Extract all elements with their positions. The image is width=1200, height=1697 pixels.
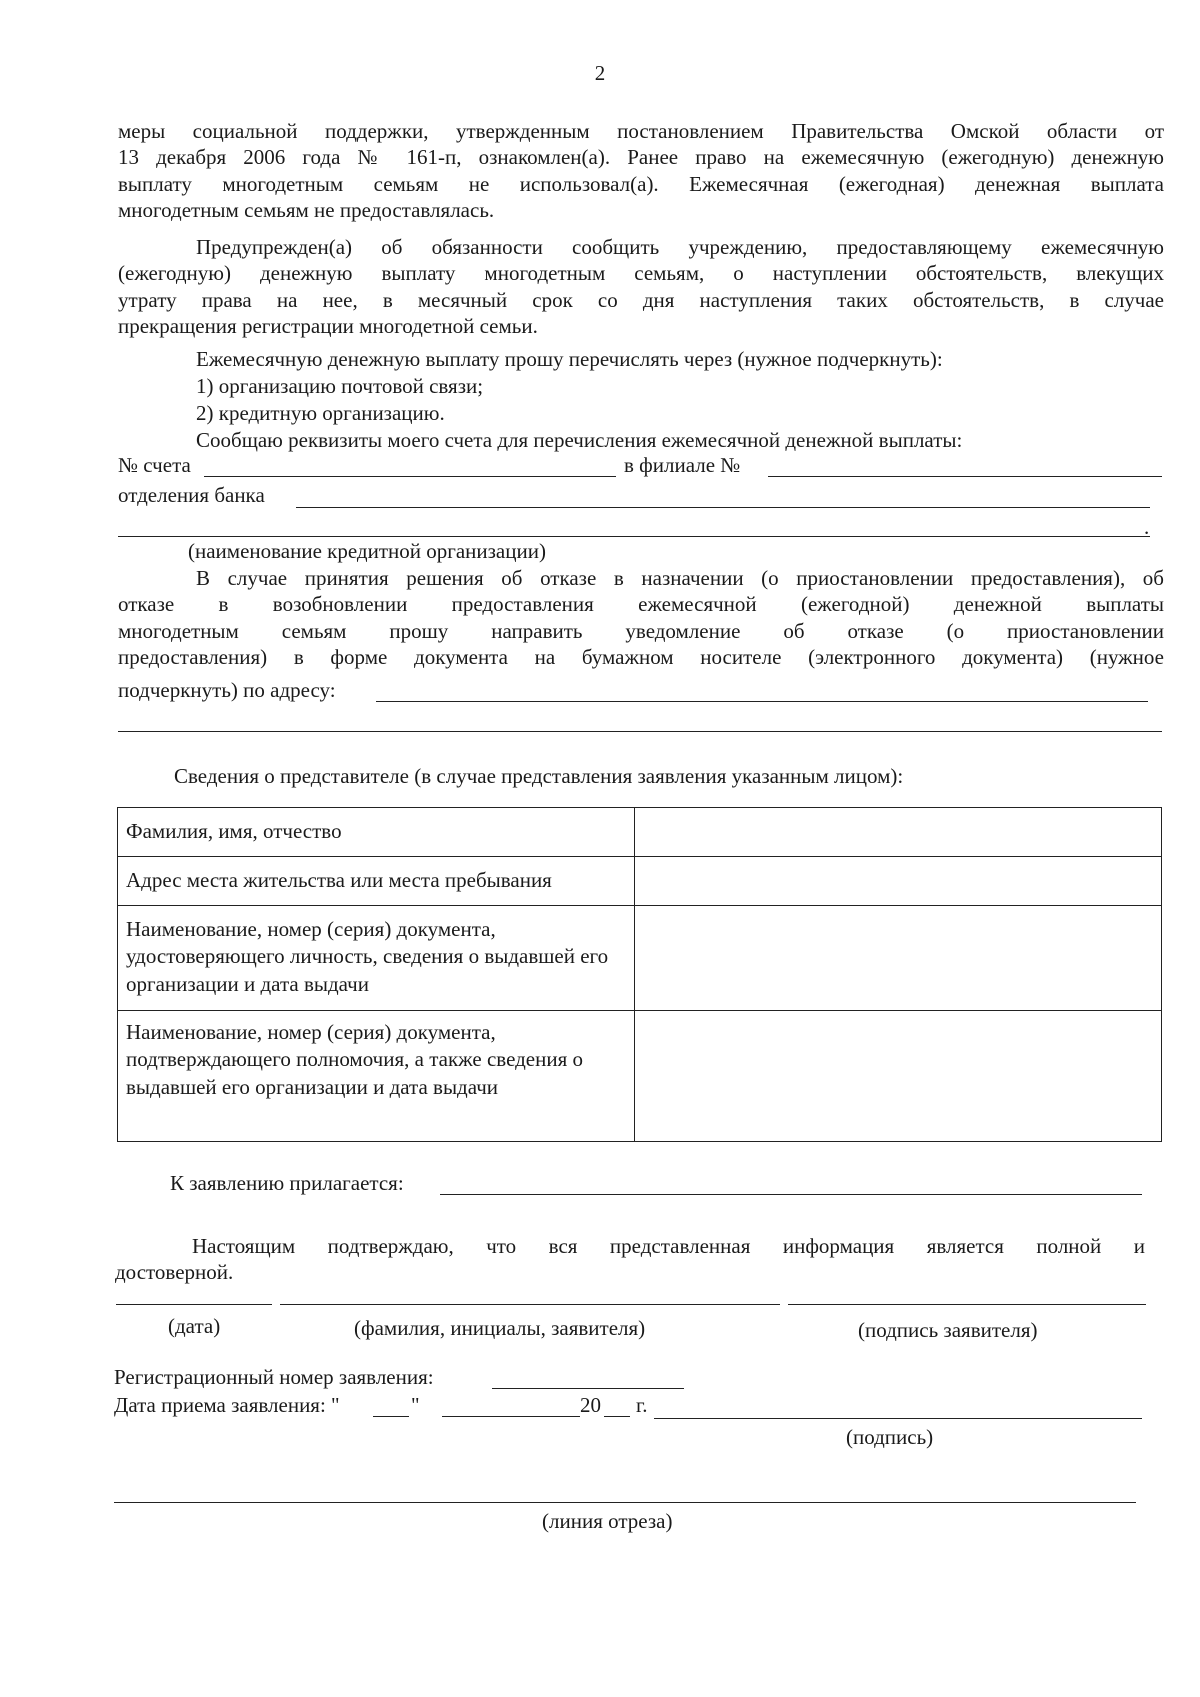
cut-line	[114, 1502, 1136, 1503]
registration-number-field[interactable]	[492, 1388, 684, 1389]
table-row	[118, 1011, 1162, 1142]
date-field[interactable]	[116, 1304, 272, 1305]
end-dot: .	[1144, 515, 1150, 539]
text-line: В случае принятия решения об отказе в назначении (о приостановлении предоставления), об	[196, 566, 1164, 590]
table-cell-label: Наименование, номер (серия) документа, подтверждающего полномочия, а также сведения о выдавшей его организации и дата выдачи	[118, 1011, 635, 1142]
acceptance-date-quote: "	[411, 1393, 420, 1417]
applicant-signature-field[interactable]	[788, 1304, 1146, 1305]
confirmation-paragraph	[115, 1233, 1145, 1286]
text-line: (ежегодную) денежную выплату многодетным семьям, о наступлении обстоятельств, влекущих	[118, 261, 1164, 286]
table-cell-value[interactable]	[635, 808, 1162, 857]
table-row	[118, 906, 1162, 1011]
text-line: многодетным семьям не предоставлялась.	[118, 197, 495, 222]
refusal-address-label: подчеркнуть) по адресу:	[118, 678, 336, 702]
text-line: меры социальной поддержки, утвержденным постановлением Правительства Омской области от	[118, 119, 1164, 143]
text-line: утрату права на нее, в месячный срок со дня наступления таких обстоятельств, в случае	[118, 287, 1164, 312]
representative-heading: Сведения о представителе (в случае представления заявления указанным лицом):	[174, 764, 904, 788]
date-caption: (дата)	[168, 1314, 221, 1338]
bank-label: отделения банка	[118, 483, 265, 507]
table-cell-label: Наименование, номер (серия) документа, удостоверяющего личность, сведения о выдавшей его организации и дата выдачи	[118, 906, 635, 1011]
text-line: достоверной.	[115, 1260, 234, 1285]
applicant-name-field[interactable]	[280, 1304, 780, 1305]
text-line: 13 декабря 2006 года № 161-п, ознакомлен(а). Ранее право на ежемесячную (ежегодную) денежную	[118, 145, 1164, 170]
table-row	[118, 808, 1162, 857]
acceptance-day-field[interactable]	[373, 1416, 409, 1417]
text-line: Настоящим подтверждаю, что вся представленная информация является полной и	[192, 1234, 1145, 1258]
acceptance-year-field[interactable]	[604, 1416, 630, 1417]
text-line: выплату многодетным семьям не использовал(а). Ежемесячная (ежегодная) денежная выплата	[118, 171, 1164, 196]
attachments-label: К заявлению прилагается:	[170, 1171, 404, 1195]
text-line: отказе в возобновлении предоставления ежемесячной (ежегодной) денежной выплаты	[118, 592, 1164, 617]
acceptance-month-field[interactable]	[442, 1416, 580, 1417]
registration-number-label: Регистрационный номер заявления:	[114, 1365, 434, 1389]
representative-table	[117, 807, 1162, 1142]
requisites-text: Сообщаю реквизиты моего счета для перечисления ежемесячной денежной выплаты:	[196, 428, 963, 452]
acceptor-signature-caption: (подпись)	[846, 1425, 934, 1449]
branch-number-field[interactable]	[768, 476, 1162, 477]
credit-organization-caption: (наименование кредитной организации)	[188, 539, 546, 563]
payment-option-credit[interactable]: 2) кредитную организацию.	[196, 401, 445, 425]
acceptance-date-label: Дата приема заявления: "	[114, 1393, 340, 1417]
table-cell-value[interactable]	[635, 1011, 1162, 1142]
paragraph-refusal	[118, 565, 1164, 670]
page-number: 2	[594, 61, 606, 85]
refusal-address-field-2[interactable]	[118, 731, 1162, 732]
branch-label: в филиале №	[624, 453, 741, 477]
cut-line-caption: (линия отреза)	[542, 1509, 673, 1533]
account-label: № счета	[118, 453, 191, 477]
attachments-field[interactable]	[440, 1194, 1142, 1195]
signature-caption: (подпись заявителя)	[858, 1318, 1038, 1342]
table-row	[118, 857, 1162, 906]
text-line: прекращения регистрации многодетной семьи.	[118, 313, 538, 338]
text-line: предоставления) в форме документа на бумажном носителе (электронного документа) (нужное	[118, 644, 1164, 669]
credit-organization-field[interactable]	[118, 536, 1150, 537]
paragraph-social-support	[118, 118, 1164, 223]
payment-intro: Ежемесячную денежную выплату прошу перечислять через (нужное подчеркнуть):	[196, 347, 943, 371]
name-caption: (фамилия, инициалы, заявителя)	[354, 1316, 646, 1340]
table-cell-value[interactable]	[635, 857, 1162, 906]
account-number-field[interactable]	[204, 476, 616, 477]
payment-option-post[interactable]: 1) организацию почтовой связи;	[196, 374, 484, 398]
paragraph-warning	[118, 234, 1164, 339]
refusal-address-field[interactable]	[376, 701, 1148, 702]
text-line: Предупрежден(а) об обязанности сообщить учреждению, предоставляющему ежемесячную	[196, 235, 1164, 259]
table-cell-value[interactable]	[635, 906, 1162, 1011]
acceptance-year-suffix: г.	[636, 1393, 648, 1417]
acceptance-year-prefix: 20	[580, 1393, 601, 1417]
bank-department-field[interactable]	[296, 507, 1150, 508]
table-cell-label: Адрес места жительства или места пребывания	[118, 857, 635, 906]
acceptor-signature-field[interactable]	[654, 1418, 1142, 1419]
text-line: многодетным семьям прошу направить уведомление об отказе (о приостановлении	[118, 618, 1164, 643]
table-cell-label: Фамилия, имя, отчество	[118, 808, 635, 857]
